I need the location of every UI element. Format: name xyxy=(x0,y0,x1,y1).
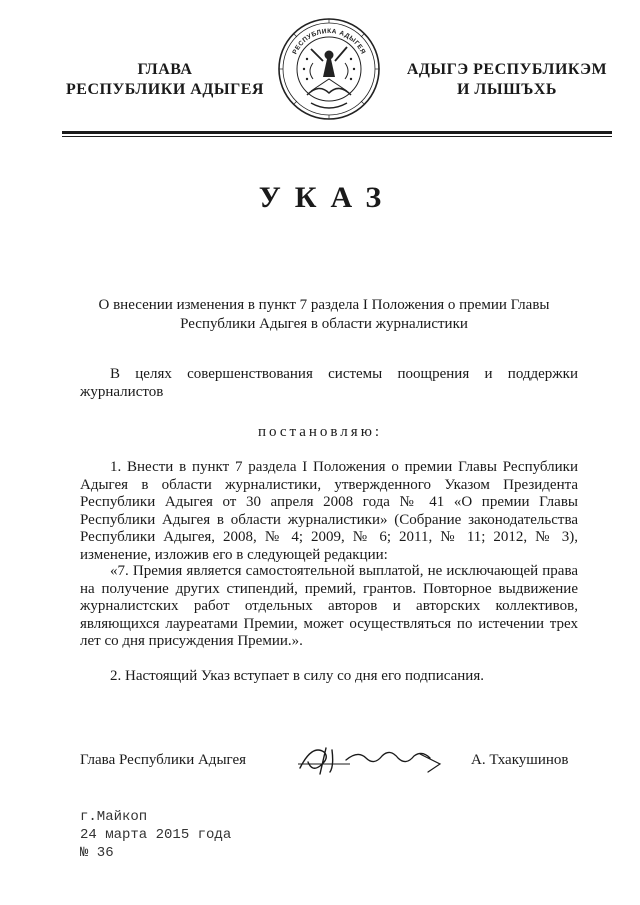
item-1-quoted-text: «7. Премия является самостоятельной выплатой, не исключающей права на получение других стипендий, премий, грантов. Повторное выдвижение журналистских работ отдельных авторов и авторских коллективов, являющихся лауреатами Премии, может осуществляться по истечении трех лет со дня присуждения Премии.». xyxy=(80,563,578,650)
signatory-position: Глава Республики Адыгея xyxy=(80,752,247,768)
subject-line1: О внесении изменения в пункт 7 раздела I Положения о премии Главы xyxy=(98,297,550,313)
handwritten-signature xyxy=(290,740,450,780)
preamble-paragraph: В целях совершенствования системы поощрения и поддержки журналистов xyxy=(80,366,578,400)
header-right-line2: И ЛЫШЪХЬ xyxy=(456,81,558,98)
decree-word: постановляю: xyxy=(257,424,383,440)
signatory-name: А. Тхакушинов xyxy=(471,752,569,768)
emblem-arc-text: РЕСПУБЛИКА АДЫГЕЯ xyxy=(291,27,367,56)
header-right-line1: АДЫГЭ РЕСПУБЛИКЭМ xyxy=(406,61,608,78)
document-subject xyxy=(75,296,573,334)
header-divider-thin xyxy=(62,136,612,137)
header-left-line1: ГЛАВА xyxy=(137,61,193,78)
coat-of-arms-emblem xyxy=(277,17,381,121)
document-title: УКАЗ xyxy=(258,181,396,214)
header-left-title xyxy=(40,60,290,100)
header-left-line2: РЕСПУБЛИКИ АДЫГЕЯ xyxy=(66,81,264,98)
item-2-paragraph: 2. Настоящий Указ вступает в силу со дня его подписания. xyxy=(110,668,484,684)
item-1-paragraph: 1. Внести в пункт 7 раздела I Положения о премии Главы Республики Адыгея в области журналистики, утвержденного Указом Президента Республики Адыгея от 30 апреля 2008 года № 41 «О премии Главы Республики Адыгея в области журналистики» (Собрание законодательства Республики Адыгея, 2008, № 4; 2009, № 6; 2011, № 11; 2012, № 3), изменение, изложив его в следующей редакции: xyxy=(80,459,578,563)
header-divider-thick xyxy=(62,131,612,134)
decree-number: № 36 xyxy=(80,845,114,861)
subject-line2: Республики Адыгея в области журналистики xyxy=(180,316,468,332)
issue-place: г.Майкоп xyxy=(80,809,148,825)
issue-date: 24 марта 2015 года xyxy=(80,827,232,843)
header-right-title xyxy=(392,60,622,100)
